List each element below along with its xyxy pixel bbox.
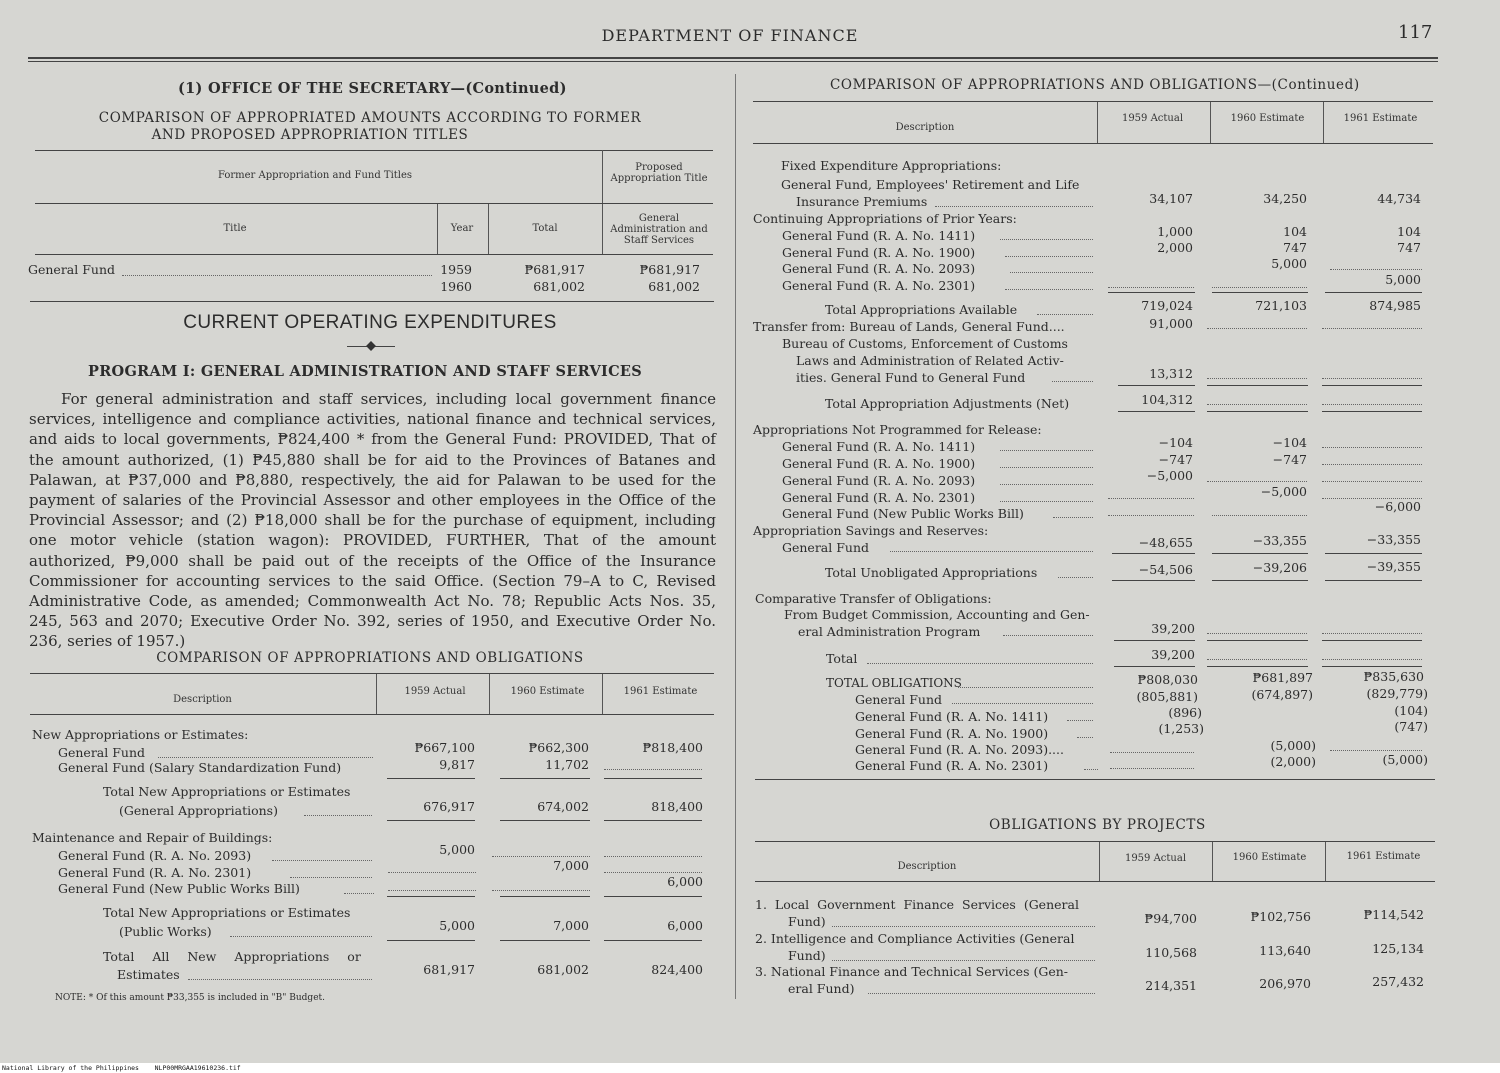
table-cell: 721,103 bbox=[1255, 298, 1307, 313]
table-row-label: General Fund bbox=[58, 745, 146, 760]
running-head: DEPARTMENT OF FINANCE bbox=[601, 26, 859, 45]
sum-rule bbox=[604, 940, 702, 941]
table-row-label: Comparative Transfer of Obligations: bbox=[755, 591, 992, 606]
table-row-label: Insurance Premiums bbox=[796, 194, 928, 209]
table-cell: (896) bbox=[1168, 705, 1202, 720]
dot-leader bbox=[1330, 749, 1422, 751]
table-cell: (1,253) bbox=[1158, 721, 1204, 736]
table-rule bbox=[30, 301, 714, 302]
table-rule bbox=[753, 101, 1433, 102]
sum-rule bbox=[387, 820, 475, 821]
col-description: Description bbox=[897, 861, 957, 872]
project-line1: 3. National Finance and Technical Services (Gen- bbox=[755, 964, 1068, 979]
former-row-total: 681,002 bbox=[533, 279, 585, 294]
table-row-label: General Fund bbox=[855, 692, 943, 707]
table-rule bbox=[35, 254, 713, 255]
obligations-title: COMPARISON OF APPROPRIATIONS AND OBLIGATIONS bbox=[156, 650, 584, 666]
table-cell: 11,702 bbox=[545, 757, 589, 772]
dot-leader bbox=[958, 686, 1093, 688]
table-cell: (5,000) bbox=[1270, 738, 1316, 753]
col-1959: 1959 Actual bbox=[404, 686, 466, 697]
table-cell: 676,917 bbox=[423, 799, 475, 814]
dot-leader bbox=[1322, 463, 1422, 465]
table-cell: (5,000) bbox=[1382, 752, 1428, 767]
sum-rule bbox=[500, 778, 590, 779]
sum-rule bbox=[604, 820, 702, 821]
dot-leader bbox=[1010, 271, 1093, 273]
table-row-label: General Fund (R. A. No. 1900) bbox=[782, 456, 976, 471]
table-vrule bbox=[1212, 842, 1213, 882]
table-row-label: Total bbox=[826, 651, 858, 666]
dot-leader bbox=[1207, 658, 1307, 660]
table-rule bbox=[753, 143, 1433, 144]
sum-rule bbox=[1207, 640, 1308, 641]
table-vrule bbox=[1325, 842, 1326, 882]
table-row-label: Total Appropriations Available bbox=[825, 302, 1018, 317]
table-row-label: General Fund bbox=[782, 540, 870, 555]
table-row-label: General Fund (R. A. No. 1900) bbox=[855, 726, 1049, 741]
table-rule bbox=[755, 881, 1435, 882]
table-cell: 206,970 bbox=[1259, 976, 1311, 991]
table-cell: 5,000 bbox=[439, 842, 475, 857]
table-row-label: General Fund, Employees' Retirement and Life bbox=[781, 177, 1080, 192]
dot-leader bbox=[1322, 658, 1422, 660]
dot-leader bbox=[188, 978, 372, 980]
col-1961: 1961 Estimate bbox=[1346, 851, 1421, 862]
table-cell: 44,734 bbox=[1377, 191, 1421, 206]
dot-leader bbox=[1108, 286, 1194, 288]
table-row-label: General Fund (R. A. No. 2093) bbox=[58, 848, 252, 863]
dot-leader bbox=[1322, 327, 1422, 329]
sum-rule bbox=[1325, 292, 1422, 293]
table-cell: −39,355 bbox=[1366, 559, 1421, 574]
table-cell: ₱662,300 bbox=[528, 740, 589, 755]
table-rule bbox=[30, 714, 714, 715]
table-row-label: General Fund (Salary Standardization Fund) bbox=[58, 760, 342, 775]
col-year: Year bbox=[450, 223, 474, 234]
section-title: CURRENT OPERATING EXPENDITURES bbox=[183, 312, 557, 333]
table-row-label: Total Unobligated Appropriations bbox=[825, 565, 1038, 580]
sum-rule bbox=[604, 896, 702, 897]
table-cell: ₱102,756 bbox=[1250, 909, 1311, 924]
sum-rule bbox=[1112, 553, 1195, 554]
table-row-label: New Appropriations or Estimates: bbox=[32, 727, 249, 742]
table-cell: 5,000 bbox=[439, 918, 475, 933]
table-cell: −39,206 bbox=[1252, 560, 1307, 575]
comparison-title-line1: COMPARISON OF APPROPRIATED AMOUNTS ACCORDING TO FORMER bbox=[98, 110, 642, 126]
col-1960: 1960 Estimate bbox=[510, 686, 585, 697]
sum-rule bbox=[1207, 411, 1308, 412]
dot-leader bbox=[1108, 497, 1194, 499]
dot-leader bbox=[122, 274, 432, 276]
dot-leader bbox=[890, 550, 1093, 552]
dot-leader bbox=[1058, 576, 1093, 578]
table-cell: ₱808,030 bbox=[1137, 672, 1198, 687]
diamond-ornament-icon bbox=[366, 341, 376, 351]
dot-leader bbox=[1052, 380, 1093, 382]
sum-rule bbox=[387, 940, 475, 941]
table-vrule bbox=[1099, 842, 1100, 882]
project-line1: 2. Intelligence and Compliance Activities (General bbox=[755, 931, 1075, 946]
dot-leader bbox=[1084, 768, 1098, 770]
table-cell: 747 bbox=[1283, 240, 1307, 255]
projects-title: OBLIGATIONS BY PROJECTS bbox=[989, 817, 1206, 833]
sum-rule bbox=[604, 778, 702, 779]
table-cell: 110,568 bbox=[1145, 945, 1197, 960]
sum-rule bbox=[500, 820, 590, 821]
col-title: Title bbox=[223, 223, 247, 234]
table-cell: (747) bbox=[1394, 719, 1428, 734]
table-cell: 9,817 bbox=[439, 757, 475, 772]
table-cell: 6,000 bbox=[667, 874, 703, 889]
table-cell: 2,000 bbox=[1157, 240, 1193, 255]
table-cell: 719,024 bbox=[1141, 298, 1193, 313]
table-row-label: (General Appropriations) bbox=[119, 803, 278, 818]
header-rule bbox=[28, 57, 1438, 59]
dot-leader bbox=[1000, 466, 1093, 468]
dot-leader bbox=[1207, 480, 1307, 482]
sum-rule bbox=[1108, 292, 1195, 293]
table-vrule bbox=[1323, 102, 1324, 144]
table-row-label: General Fund (R. A. No. 1411) bbox=[855, 709, 1049, 724]
table-cell: 7,000 bbox=[553, 918, 589, 933]
table-row-label: Estimates bbox=[117, 967, 180, 982]
col-1960: 1960 Estimate bbox=[1230, 113, 1305, 124]
table-row-label: General Fund (R. A. No. 2093) bbox=[782, 261, 976, 276]
col-description: Description bbox=[895, 122, 955, 133]
sum-rule bbox=[1322, 411, 1422, 412]
dot-leader bbox=[492, 889, 590, 891]
table-rule bbox=[755, 841, 1435, 842]
table-cell: 818,400 bbox=[651, 799, 703, 814]
sum-rule bbox=[1112, 580, 1195, 581]
dot-leader bbox=[1212, 514, 1307, 516]
table-cell: −5,000 bbox=[1146, 468, 1193, 483]
table-row-label: General Fund (R. A. No. 2093).... bbox=[855, 742, 1064, 757]
table-row-label: Fixed Expenditure Appropriations: bbox=[781, 158, 1002, 173]
table-row-label: Total Appropriation Adjustments (Net) bbox=[825, 396, 1070, 411]
dot-leader bbox=[1207, 403, 1307, 405]
sum-rule bbox=[1325, 553, 1422, 554]
footer-filename: NLP00MRGAA19610236.tif bbox=[154, 1064, 241, 1072]
former-row-total: ₱681,917 bbox=[524, 262, 585, 277]
former-row-general: ₱681,917 bbox=[639, 262, 700, 277]
table-vrule bbox=[489, 674, 490, 714]
table-vrule bbox=[1210, 102, 1211, 144]
table-rule bbox=[30, 673, 714, 674]
table-cell: 34,250 bbox=[1263, 191, 1307, 206]
table-cell: 113,640 bbox=[1259, 943, 1311, 958]
sum-rule bbox=[387, 778, 475, 779]
dot-leader bbox=[1000, 500, 1093, 502]
project-line2: Fund) bbox=[788, 948, 826, 963]
col-1960: 1960 Estimate bbox=[1232, 852, 1307, 863]
table-row-label: (Public Works) bbox=[119, 924, 212, 939]
col-1961: 1961 Estimate bbox=[623, 686, 698, 697]
table-cell: 6,000 bbox=[667, 918, 703, 933]
dot-leader bbox=[1322, 632, 1422, 634]
table-row-label: Laws and Administration of Related Activ- bbox=[796, 353, 1064, 368]
table-cell: 104 bbox=[1397, 224, 1421, 239]
table-row-label: Appropriation Savings and Reserves: bbox=[753, 523, 989, 538]
sum-rule bbox=[1212, 292, 1308, 293]
former-group-header: Former Appropriation and Fund Titles bbox=[217, 170, 413, 181]
table-vrule bbox=[376, 674, 377, 714]
sum-rule bbox=[1212, 580, 1308, 581]
table-cell: 7,000 bbox=[553, 858, 589, 873]
table-cell: −33,355 bbox=[1366, 532, 1421, 547]
sum-rule bbox=[1118, 411, 1195, 412]
table-cell: ₱681,897 bbox=[1252, 670, 1313, 685]
dot-leader bbox=[604, 871, 702, 873]
dot-leader bbox=[272, 859, 372, 861]
dot-leader bbox=[1322, 377, 1422, 379]
footer-source: National Library of the Philippines bbox=[2, 1064, 139, 1072]
table-row-label: General Fund (R. A. No. 1411) bbox=[782, 228, 976, 243]
dot-leader bbox=[230, 935, 372, 937]
dot-leader bbox=[1212, 286, 1307, 288]
dot-leader bbox=[1207, 327, 1307, 329]
table-cell: 39,200 bbox=[1151, 647, 1195, 662]
table-cell: −54,506 bbox=[1138, 562, 1193, 577]
table-cell: 125,134 bbox=[1372, 941, 1424, 956]
sum-rule bbox=[500, 896, 590, 897]
former-row-year: 1960 bbox=[440, 279, 472, 294]
table-cell: 5,000 bbox=[1385, 272, 1421, 287]
sum-rule bbox=[1207, 385, 1308, 386]
table-cell: 34,107 bbox=[1149, 191, 1193, 206]
table-row-label: Appropriations Not Programmed for Release: bbox=[753, 422, 1042, 437]
dot-leader bbox=[290, 876, 372, 878]
dot-leader bbox=[604, 768, 702, 770]
col-total: Total bbox=[532, 223, 558, 234]
table-row-label: General Fund (New Public Works Bill) bbox=[782, 506, 1024, 521]
dot-leader bbox=[1067, 719, 1093, 721]
dot-leader bbox=[952, 702, 1093, 704]
project-line2: eral Fund) bbox=[788, 981, 855, 996]
dot-leader bbox=[1077, 736, 1093, 738]
former-row-general: 681,002 bbox=[648, 279, 700, 294]
table-cell: ₱818,400 bbox=[642, 740, 703, 755]
dot-leader bbox=[1110, 767, 1194, 769]
table-cell: (104) bbox=[1394, 703, 1428, 718]
dot-leader bbox=[1322, 403, 1422, 405]
table-cell: −5,000 bbox=[1260, 484, 1307, 499]
table-cell: −104 bbox=[1158, 435, 1193, 450]
table-row-label: General Fund (R. A. No. 2301) bbox=[58, 865, 252, 880]
column-divider bbox=[735, 74, 736, 999]
dot-leader bbox=[832, 925, 1095, 927]
dot-leader bbox=[1005, 255, 1093, 257]
dot-leader bbox=[158, 756, 373, 758]
dot-leader bbox=[388, 889, 476, 891]
table-cell: 104,312 bbox=[1141, 392, 1193, 407]
table-cell: −48,655 bbox=[1138, 535, 1193, 550]
table-cell: 681,002 bbox=[537, 962, 589, 977]
dot-leader bbox=[304, 814, 372, 816]
table-rule bbox=[35, 203, 713, 204]
table-cell: 681,917 bbox=[423, 962, 475, 977]
dot-leader bbox=[344, 892, 374, 894]
office-heading: (1) OFFICE OF THE SECRETARY—(Continued) bbox=[178, 80, 567, 97]
dot-leader bbox=[1037, 313, 1093, 315]
table-cell: 257,432 bbox=[1372, 974, 1424, 989]
col-description: Description bbox=[173, 694, 232, 705]
project-line1: 1. Local Government Finance Services (General bbox=[755, 897, 1079, 912]
table-cell: (674,897) bbox=[1251, 687, 1313, 702]
program-paragraph: For general administration and staff services, including local government finance services, intelligence and compliance activities, national finance and technical services, and aids to local governments, ₱824,400 * from the General Fund: PROVIDED, That of the amount authorized, (1) ₱45,880 shall be for aid to the Provinces of Batanes and Palawan, at ₱37,000 and ₱8,880, respectively, the aid for Palawan to be used for the payment of salaries of the Provincial Assessor and other employees in the Office of the Provincial Assessor; and (2) ₱18,000 shall be for the purchase of equipment, including one motor vehicle (station wagon): PROVIDED, FURTHER, That of the amount authorized, ₱9,000 shall be paid out of the receipts of the Office of the Insurance Commissioner for accounting services to the said Office. (Section 79–A to C, Revised Administrative Code, as amended; Commonwealth Act No. 78; Republic Acts Nos. 35, 245, 563 and 2070; Executive Order No. 392, series of 1950, and Executive Order No. 236, series of 1957.) bbox=[29, 390, 716, 651]
table-row-label: eral Administration Program bbox=[798, 624, 981, 639]
sum-rule bbox=[1325, 580, 1422, 581]
table-row-label: Bureau of Customs, Enforcement of Customs bbox=[782, 336, 1068, 351]
table-cell: 674,002 bbox=[537, 799, 589, 814]
table-vrule bbox=[602, 674, 603, 714]
table-row-label: General Fund (R. A. No. 2301) bbox=[782, 490, 976, 505]
dot-leader bbox=[492, 855, 590, 857]
table-cell: 91,000 bbox=[1149, 316, 1193, 331]
dot-leader bbox=[832, 959, 1095, 961]
dot-leader bbox=[1003, 634, 1093, 636]
dot-leader bbox=[1005, 288, 1093, 290]
table-row-label: Continuing Appropriations of Prior Years: bbox=[753, 211, 1017, 226]
table-row-label: TOTAL OBLIGATIONS bbox=[826, 676, 962, 690]
table-row-label: Transfer from: Bureau of Lands, General Fund.... bbox=[753, 319, 1065, 334]
dot-leader bbox=[604, 855, 702, 857]
dot-leader bbox=[1330, 268, 1422, 270]
table-row-label: General Fund (R. A. No. 1900) bbox=[782, 245, 976, 260]
table-rule bbox=[755, 779, 1435, 780]
sum-rule bbox=[1207, 666, 1308, 667]
table-cell: −33,355 bbox=[1252, 533, 1307, 548]
comparison-title-line2: AND PROPOSED APPROPRIATION TITLES bbox=[151, 127, 469, 143]
dot-leader bbox=[1207, 632, 1307, 634]
table-cell: −104 bbox=[1272, 435, 1307, 450]
table-row-label: Maintenance and Repair of Buildings: bbox=[32, 830, 273, 845]
col-1959: 1959 Actual bbox=[1124, 853, 1187, 864]
sum-rule bbox=[1322, 666, 1422, 667]
header-rule-thin bbox=[28, 61, 1438, 62]
footnote: NOTE: * Of this amount ₱33,355 is included in "B" Budget. bbox=[55, 993, 325, 1003]
table-row-label: From Budget Commission, Accounting and Gen- bbox=[784, 607, 1090, 622]
table-vrule bbox=[1097, 102, 1098, 144]
table-cell: 5,000 bbox=[1271, 256, 1307, 271]
dot-leader bbox=[868, 992, 1095, 994]
former-row-year: 1959 bbox=[440, 262, 472, 277]
table-cell: 214,351 bbox=[1145, 978, 1197, 993]
table-row-label: General Fund (R. A. No. 2301) bbox=[855, 758, 1049, 773]
table-cell: ₱114,542 bbox=[1363, 907, 1424, 922]
col-1961: 1961 Estimate bbox=[1343, 113, 1418, 124]
page-number: 117 bbox=[1398, 22, 1433, 43]
table-row-label: Total New Appropriations or Estimates bbox=[103, 905, 351, 920]
table-cell: −747 bbox=[1158, 452, 1193, 467]
table-cell: 747 bbox=[1397, 240, 1421, 255]
table-cell: ₱835,630 bbox=[1363, 669, 1424, 684]
table-row-label: Total All New Appropriations or bbox=[103, 949, 361, 964]
table-cell: 824,400 bbox=[651, 962, 703, 977]
sum-rule bbox=[1212, 553, 1308, 554]
table-row-label: General Fund (R. A. No. 2301) bbox=[782, 278, 976, 293]
dot-leader bbox=[1322, 446, 1422, 448]
table-vrule bbox=[488, 204, 489, 254]
sum-rule bbox=[1114, 640, 1195, 641]
table-cell: 39,200 bbox=[1151, 621, 1195, 636]
dot-leader bbox=[1000, 483, 1093, 485]
table-cell: 13,312 bbox=[1149, 366, 1193, 381]
table-row-label: ities. General Fund to General Fund bbox=[796, 370, 1026, 385]
right-title: COMPARISON OF APPROPRIATIONS AND OBLIGATIONS—(Continued) bbox=[830, 77, 1360, 93]
dot-leader bbox=[1207, 377, 1307, 379]
table-cell: 874,985 bbox=[1369, 298, 1421, 313]
table-vrule bbox=[602, 150, 603, 254]
table-row-label: Total New Appropriations or Estimates bbox=[103, 784, 351, 799]
table-cell: (829,779) bbox=[1366, 686, 1428, 701]
table-cell: 104 bbox=[1283, 224, 1307, 239]
project-line2: Fund) bbox=[788, 914, 826, 929]
table-row-label: General Fund (R. A. No. 1411) bbox=[782, 439, 976, 454]
dot-leader bbox=[1053, 516, 1093, 518]
table-rule bbox=[35, 150, 713, 151]
program-title: PROGRAM I: GENERAL ADMINISTRATION AND STAFF SERVICES bbox=[88, 363, 643, 380]
sum-rule bbox=[1322, 385, 1422, 386]
sum-rule bbox=[1118, 385, 1195, 386]
dot-leader bbox=[1000, 449, 1093, 451]
sum-rule bbox=[500, 940, 590, 941]
col-general: General Administration and Staff Services bbox=[610, 213, 708, 246]
dot-leader bbox=[1110, 751, 1194, 753]
table-cell: −747 bbox=[1272, 452, 1307, 467]
table-cell: −6,000 bbox=[1374, 499, 1421, 514]
dot-leader bbox=[1322, 480, 1422, 482]
table-cell: (805,881) bbox=[1136, 689, 1198, 704]
scan-footer bbox=[0, 1063, 1500, 1073]
dot-leader bbox=[935, 205, 1093, 207]
col-1959: 1959 Actual bbox=[1121, 113, 1184, 124]
former-row-title: General Fund bbox=[28, 262, 116, 277]
sum-rule bbox=[387, 896, 475, 897]
dot-leader bbox=[388, 871, 476, 873]
table-row-label: General Fund (R. A. No. 2093) bbox=[782, 473, 976, 488]
sum-rule bbox=[1114, 666, 1195, 667]
table-cell: ₱667,100 bbox=[414, 740, 475, 755]
table-cell: (2,000) bbox=[1270, 754, 1316, 769]
table-row-label: General Fund (New Public Works Bill) bbox=[58, 881, 300, 896]
dot-leader bbox=[1000, 238, 1093, 240]
sum-rule bbox=[1322, 640, 1422, 641]
proposed-header: Proposed Appropriation Title bbox=[610, 162, 708, 184]
dot-leader bbox=[1108, 514, 1194, 516]
table-cell: 1,000 bbox=[1157, 224, 1193, 239]
dot-leader bbox=[867, 662, 1093, 664]
table-cell: ₱94,700 bbox=[1144, 911, 1197, 926]
